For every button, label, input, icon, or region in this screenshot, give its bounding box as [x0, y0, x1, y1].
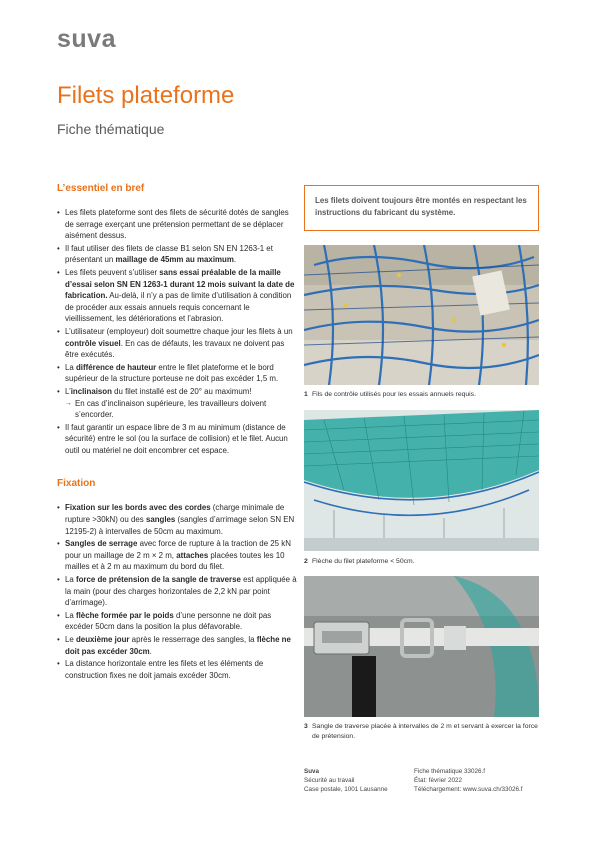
fixation-list-item [57, 610, 297, 633]
emphasis-text: force de prétension de la sangle de traverse [75, 575, 241, 585]
essentiel-list-item [57, 326, 297, 361]
body-text: est appliquée à la main (pour des charges horizontales de 2,2 kN par point d’arrimage). [65, 575, 297, 608]
essentiel-list-item [57, 362, 297, 385]
footer-org: Suva [304, 768, 320, 775]
essentiel-list-item [57, 422, 297, 457]
footer-date: État: février 2022 [414, 777, 462, 785]
body-text: Les filets peuvent s’utiliser [65, 267, 160, 277]
emphasis-text: attaches [176, 550, 209, 560]
body-text: Le [65, 635, 76, 644]
fixation-list-item [57, 658, 297, 681]
figure-number-3: 3 [304, 723, 308, 730]
section-heading-fixation: Fixation [57, 478, 96, 490]
figure-text-3: Sangle de traverse placée à intervalles de 2 m et servant à exercer la force de prétension. [312, 723, 538, 740]
body-text: du filet installé est de 20° au maximum! [111, 386, 252, 396]
essentiel-list [57, 207, 297, 456]
emphasis-text: maillage de 45mm au maximum [115, 255, 234, 265]
photo-net-deflection [304, 410, 539, 551]
essentiel-list-item [57, 243, 297, 266]
body-text: (sangles d’arrimage selon SN EN 12195-2) à intervalles de 50cm au maximum. [65, 515, 295, 536]
emphasis-text: sans essai préalable de la maille d’essai selon SN EN 1263-1 durant 12 mois suivant la date de fabrication. [65, 267, 295, 301]
figure-text-1: Fils de contrôle utilisés pour les essais annuels requis. [312, 391, 476, 398]
figure-caption-1 [304, 390, 539, 400]
figure-caption-2 [304, 557, 539, 567]
emphasis-text: flèche formée par le poids [75, 610, 174, 620]
body-text: . [149, 646, 152, 656]
footer-reference: Fiche thématique 33026.f [414, 768, 486, 775]
section-heading-essentiel: L’essentiel en bref [57, 183, 145, 194]
essentiel-list-item [57, 267, 297, 325]
figure-caption-3 [304, 722, 539, 741]
body-text: L’utilisateur (employeur) doit soumettre chaque jour les filets à un [65, 326, 293, 336]
emphasis-text: sangles [145, 515, 176, 525]
sub-note: → En cas d’inclinaison supérieure, les travailleurs doivent s’encorder. [65, 398, 297, 421]
essentiel-list-item [57, 386, 297, 421]
footer-dept: Sécurité au travail [304, 777, 355, 785]
body-text: (charge minimale de rupture >30kN) ou des [65, 503, 285, 525]
figure-text-2: Flèche du filet plateforme < 50cm. [312, 558, 415, 565]
left-column [57, 183, 297, 682]
fixation-list [57, 502, 297, 681]
body-text: La [65, 610, 76, 620]
fixation-list-item [57, 502, 297, 537]
footer-document-info [414, 767, 523, 795]
body-text: entre le filet plateforme et le bord supérieur de la structure porteuse ne doit pas excéder 1,5 m. [65, 362, 279, 384]
photo-ratchet-strap [304, 576, 539, 717]
emphasis-text: Fixation sur les bords avec des cordes [65, 503, 211, 513]
body-text: Il faut utiliser des filets de classe B1 selon SN EN 1263-1 et présentant un [65, 243, 273, 265]
fixation-list-item [57, 538, 297, 573]
fixation-list-item [57, 574, 297, 609]
page-title: Filets plateforme [57, 82, 235, 109]
body-text: placées toutes les 10 mailles et à 2 m au maximum du bord du filet. [65, 550, 285, 572]
manufacturer-instructions-callout: Les filets doivent toujours être montés en respectant les instructions du fabricant du système. [304, 185, 539, 231]
emphasis-text: inclinaison [70, 386, 112, 396]
body-text: La distance horizontale entre les filets et les éléments de construction fixes ne doit jamais excéder 30cm. [65, 659, 264, 680]
body-text: . [233, 255, 237, 265]
emphasis-text: contrôle visuel [65, 338, 121, 348]
body-text: Au-delà, il n’y a pas de limite d’utilisation à condition de procéder aux essais annuels requis concernant le vieillissement, les détériorations et l’abrasion. [65, 291, 292, 324]
photo-control-threads [304, 245, 539, 385]
fixation-list-item [57, 634, 297, 657]
footer-address [304, 767, 388, 795]
body-text: La [65, 362, 76, 372]
body-text: Les filets plateforme sont des filets de sécurité dotés de sangles de serrage exerçant une prétension permettant de se déplacer aisément dessus. [65, 208, 289, 241]
body-text: La [65, 575, 76, 585]
body-text: Il faut garantir un espace libre de 3 m au minimum (distance de sécurité) entre le sol (ou la surface de collision) et le filet. Aucun outil ou matériel ne doit encombrer cet espace. [65, 422, 288, 455]
page-subtitle: Fiche thématique [57, 121, 165, 137]
emphasis-text: Sangles de serrage [65, 539, 138, 549]
emphasis-text: flèche ne doit pas excéder 30cm [65, 635, 291, 656]
footer-download-link[interactable]: Téléchargement: www.suva.ch/33026.f [414, 786, 523, 794]
body-text: L’ [65, 386, 71, 396]
body-text: d’une personne ne doit pas excéder 50cm dans la position la plus défavorable. [65, 610, 272, 632]
emphasis-text: différence de hauteur [75, 362, 157, 372]
body-text: avec force de rupture à la traction de 25 kN pour un maillage de 2 m × 2 m, [65, 539, 291, 560]
body-text: après le resserrage des sangles, la [129, 635, 257, 644]
body-text: . En cas de défauts, les travaux ne doivent pas être exécutés. [65, 338, 285, 360]
footer-postal: Case postale, 1001 Lausanne [304, 786, 388, 794]
suva-logo: suva [57, 25, 116, 53]
emphasis-text: deuxième jour [75, 635, 130, 644]
figure-number-2: 2 [304, 558, 308, 565]
essentiel-list-item [57, 207, 297, 242]
figure-number-1: 1 [304, 391, 308, 398]
